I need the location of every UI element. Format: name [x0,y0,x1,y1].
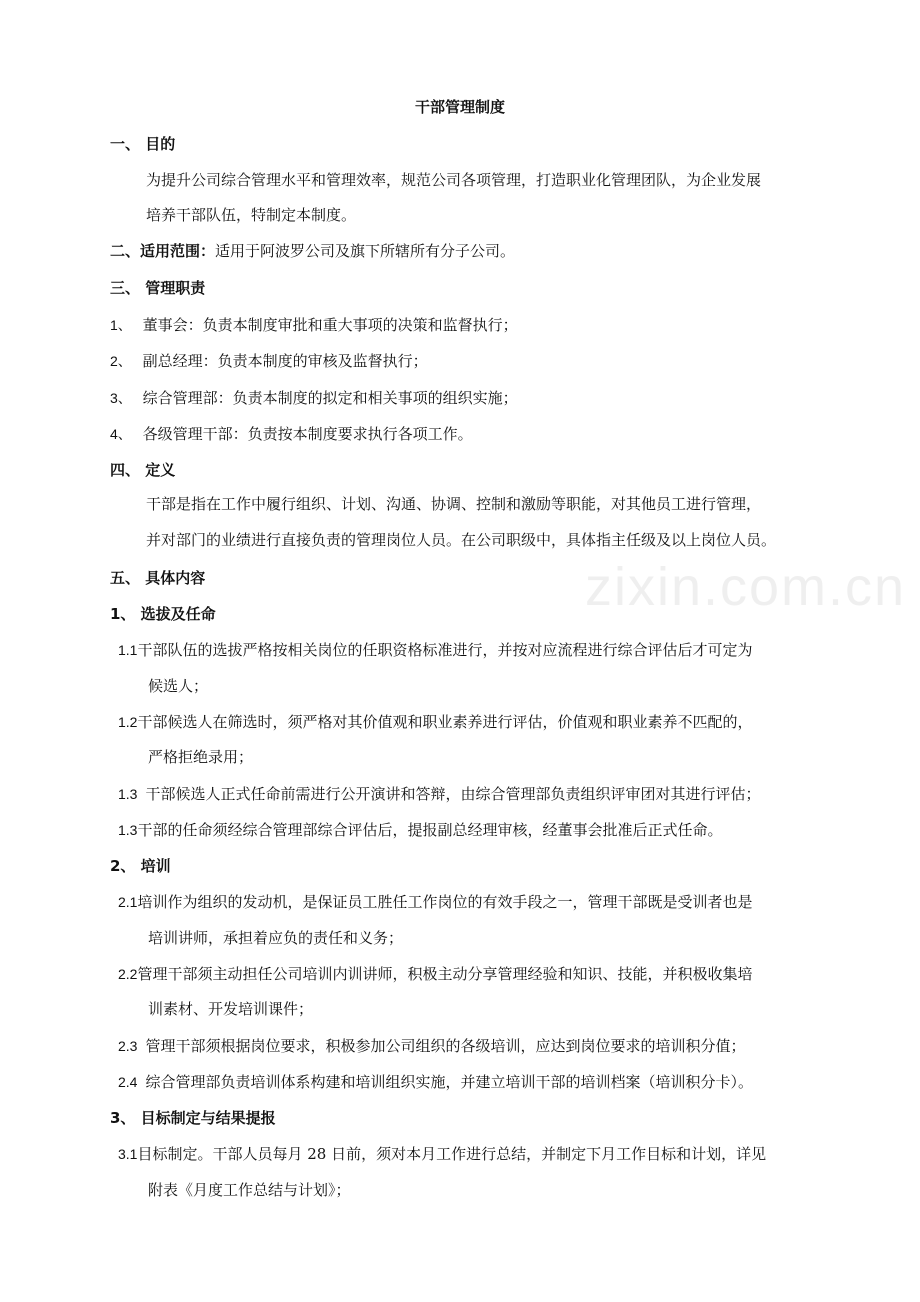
clause-text: 目标制定。干部人员每月 28 日前，须对本月工作进行总结，并制定下月工作目标和计划，详见 [137,1145,767,1163]
clause-item [118,820,722,840]
clause-number: 1.2 [118,714,138,730]
clause-text: 干部的任命须经综合管理部综合评估后，提报副总经理审核，经董事会批准后正式任命。 [137,821,723,839]
clause-text: 管理干部须主动担任公司培训内训讲师，积极主动分享管理经验和知识、技能，并积极收集培 [137,965,753,983]
clause-number: 1.3 [118,786,138,802]
section-2-line [110,241,515,261]
subsection-1-heading: 1、 选拔及任命 [110,605,216,623]
duty-item [110,315,518,335]
section-1-paragraph-line-1: 为提升公司综合管理水平和管理效率，规范公司各项管理，打造职业化管理团队，为企业发展 [146,171,762,189]
section-4-heading: 四、 定义 [110,461,176,479]
clause-text-continued: 附表《月度工作总结与计划》； [148,1181,351,1199]
clause-item [118,964,752,984]
section-2-label: 二、适用范围： [110,242,216,260]
clause-number: 1.1 [118,642,138,658]
duty-item-number: 1、 [110,317,132,333]
section-4-paragraph-line-2: 并对部门的业绩进行直接负责的管理岗位人员。在公司职级中，具体指主任级及以上岗位人员。 [146,531,777,549]
duty-item [110,388,518,408]
duty-item [110,424,473,444]
clause-text-continued: 培训讲师，承担着应负的责任和义务； [148,929,404,947]
clause-number: 2.2 [118,966,138,982]
clause-text: 综合管理部负责培训体系构建和培训组织实施，并建立培训干部的培训档案（培训积分卡）。 [145,1073,753,1091]
clause-number: 2.4 [118,1074,138,1090]
duty-item-text: 各级管理干部：负责按本制度要求执行各项工作。 [142,425,473,443]
section-5-heading: 五、 具体内容 [110,569,206,587]
clause-text-continued: 严格拒绝录用； [148,748,254,766]
duty-item-number: 4、 [110,426,132,442]
clause-number: 1.3 [118,822,138,838]
watermark: zixin.com.cn [585,557,907,617]
duty-item-text: 综合管理部：负责本制度的拟定和相关事项的组织实施； [142,389,518,407]
section-1-heading: 一、 目的 [110,135,176,153]
clause-text-continued: 训素材、开发培训课件； [148,1000,314,1018]
clause-item [118,892,752,912]
subsection-3-heading: 3、 目标制定与结果提报 [110,1109,276,1127]
section-2-text: 适用于阿波罗公司及旗下所辖所有分子公司。 [215,242,516,260]
clause-text: 干部队伍的选拔严格按相关岗位的任职资格标准进行，并按对应流程进行综合评估后才可定为 [137,641,753,659]
clause-text: 管理干部须根据岗位要求，积极参加公司组织的各级培训，应达到岗位要求的培训积分值； [145,1037,746,1055]
clause-item [118,712,752,732]
clause-text: 培训作为组织的发动机，是保证员工胜任工作岗位的有效手段之一，管理干部既是受训者也是 [137,893,753,911]
clause-text: 干部候选人正式任命前需进行公开演讲和答辩，由综合管理部负责组织评审团对其进行评估； [145,785,761,803]
clause-text: 干部候选人在筛选时，须严格对其价值观和职业素养进行评估，价值观和职业素养不匹配的， [137,713,753,731]
section-1-paragraph-line-2: 培养干部队伍，特制定本制度。 [146,206,357,224]
clause-number: 3.1 [118,1146,138,1162]
clause-item [118,1072,753,1092]
subsection-2-heading: 2、 培训 [110,857,171,875]
clause-number: 2.3 [118,1038,138,1054]
section-4-paragraph-line-1: 干部是指在工作中履行组织、计划、沟通、协调、控制和激励等职能，对其他员工进行管理， [146,495,762,513]
clause-number: 2.1 [118,894,138,910]
clause-item [118,784,760,804]
clause-item [118,1036,745,1056]
duty-item-number: 2、 [110,353,132,369]
clause-text-continued: 候选人； [148,677,209,695]
clause-item [118,640,752,660]
duty-item-text: 董事会：负责本制度审批和重大事项的决策和监督执行； [142,316,518,334]
duty-item-text: 副总经理：负责本制度的审核及监督执行； [142,352,428,370]
clause-item [118,1144,766,1164]
duty-item-number: 3、 [110,390,132,406]
duty-item [110,351,428,371]
document-title: 干部管理制度 [414,98,505,116]
section-3-heading: 三、 管理职责 [110,279,206,297]
